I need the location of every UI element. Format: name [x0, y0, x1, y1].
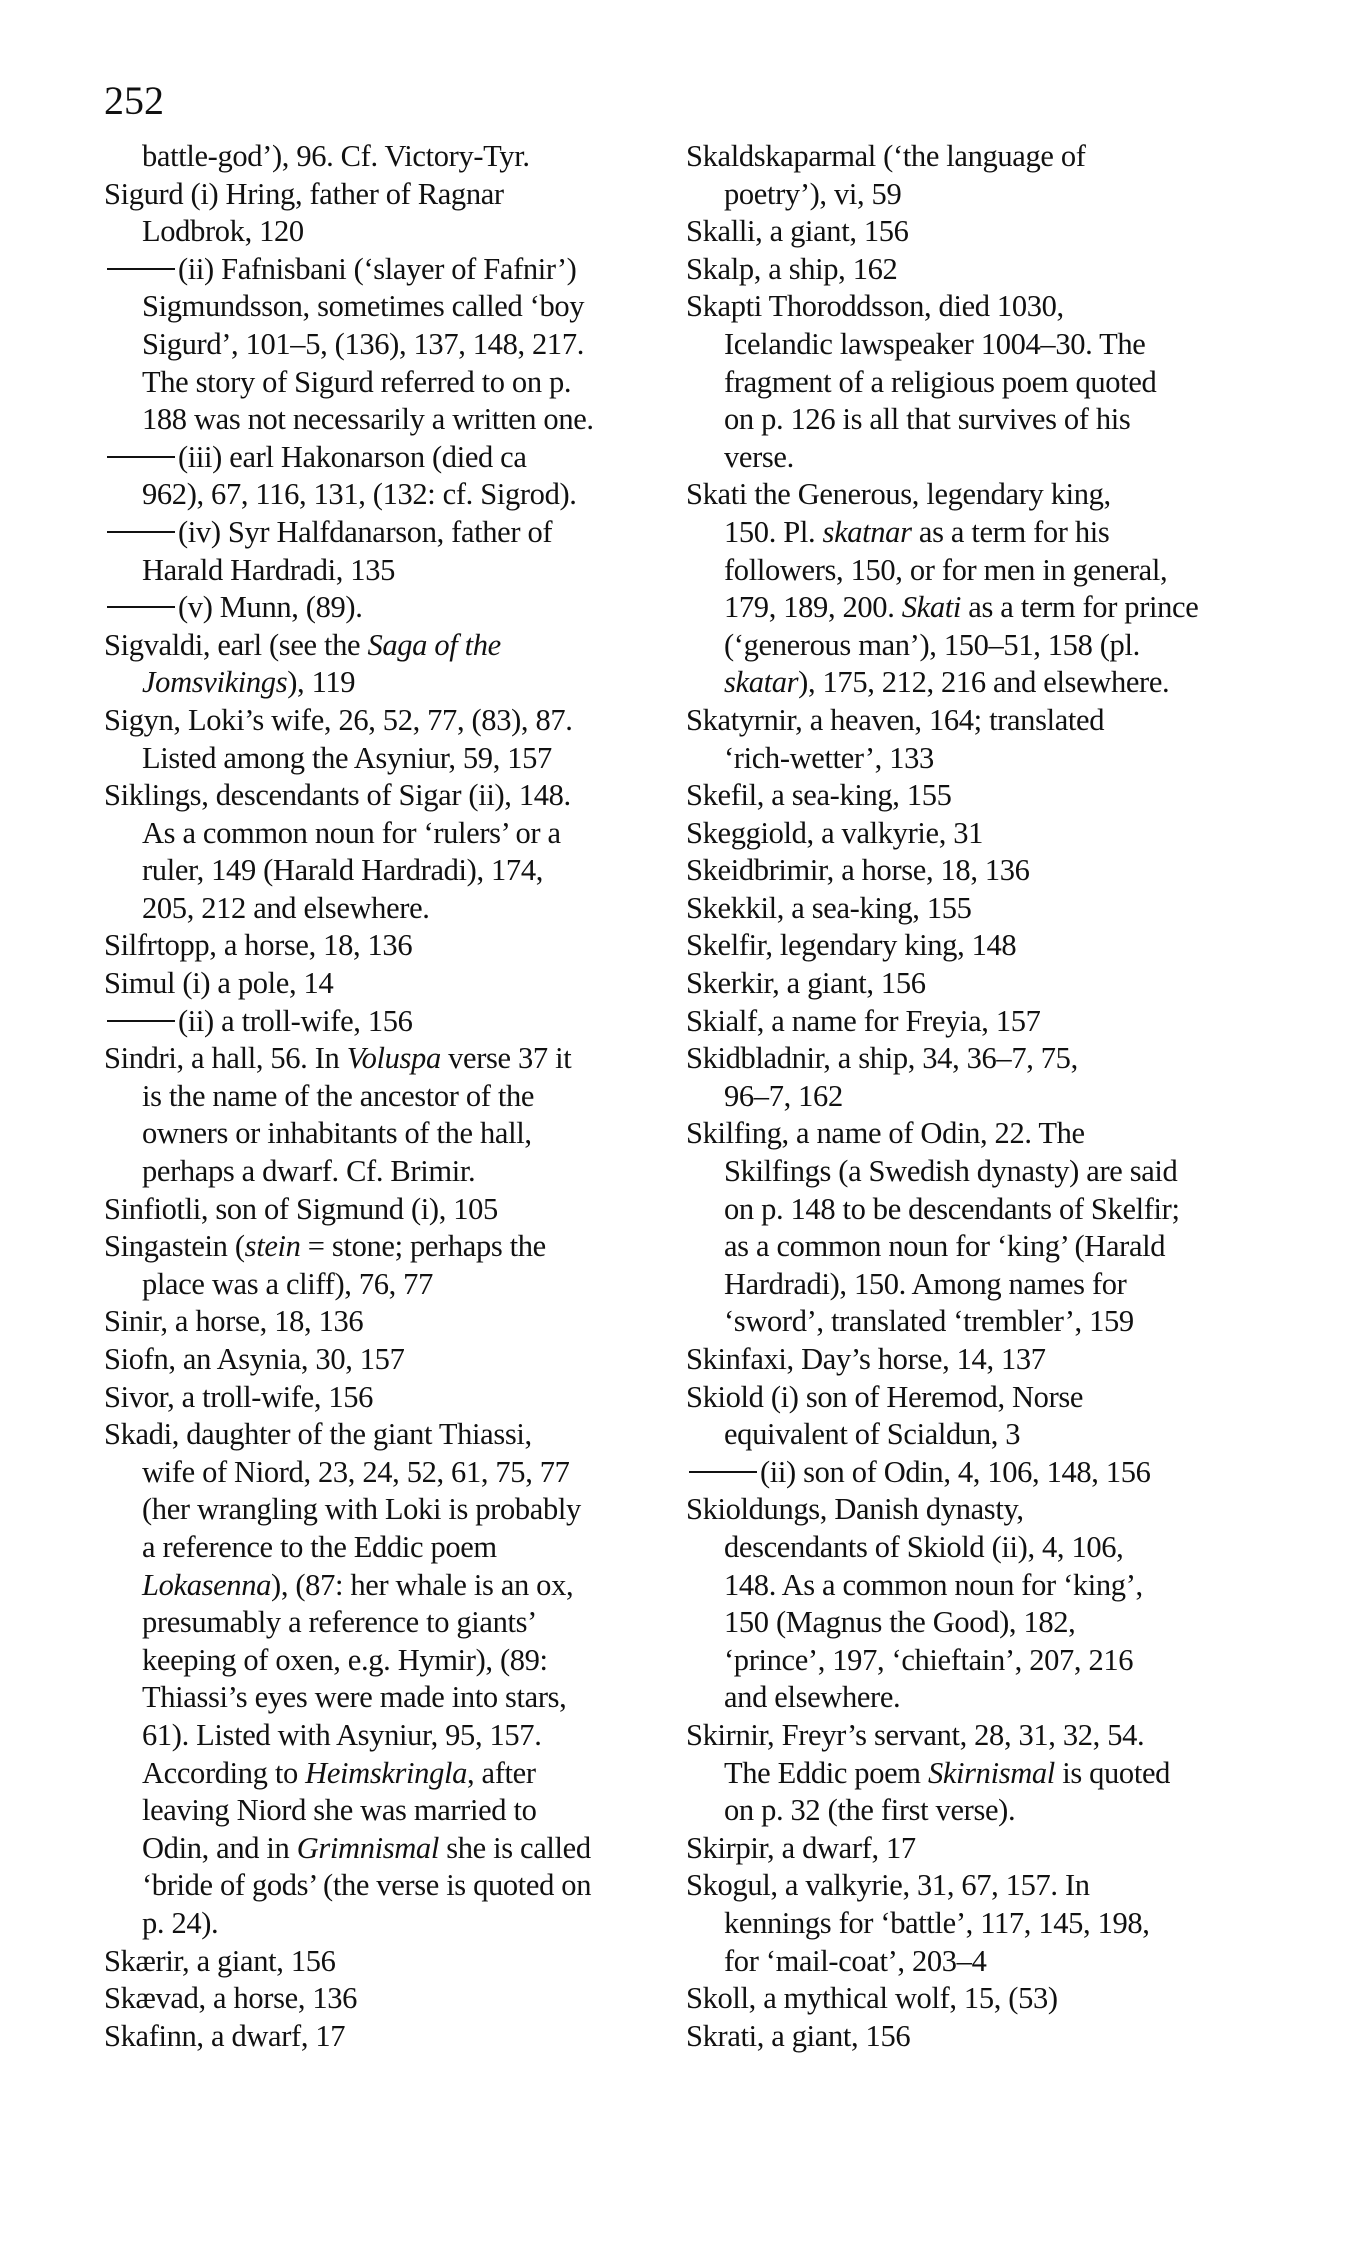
index-entry-continuation	[686, 1416, 1326, 1454]
index-entry-continuation	[104, 1717, 664, 1755]
index-entry	[104, 1943, 664, 1981]
entry-text: kennings for ‘battle’, 117, 145, 198,	[724, 1905, 1150, 1940]
entry-text: ‘sword’, translated ‘trembler’, 159	[724, 1304, 1134, 1339]
entry-text: Sindri, a hall, 56. In	[104, 1041, 347, 1076]
entry-text: Listed among the Asyniur, 59, 157	[142, 740, 552, 775]
index-entry-continuation	[686, 1153, 1326, 1191]
index-entry-continuation	[104, 740, 664, 778]
index-entry-continuation	[686, 401, 1326, 439]
index-column-right	[686, 138, 1326, 2055]
index-entry-continuation	[104, 1153, 664, 1191]
entry-text: (iii) earl Hakonarson (died ca	[178, 439, 527, 474]
entry-text: Skaldskaparmal (‘the language of	[686, 139, 1086, 173]
entry-text: 150 (Magnus the Good), 182,	[724, 1605, 1076, 1640]
index-entry	[104, 1416, 664, 1454]
entry-text: Skævad, a horse, 136	[104, 1981, 358, 2016]
entry-text: Skatyrnir, a heaven, 164; translated	[686, 702, 1105, 737]
entry-text: Skalp, a ship, 162	[686, 251, 898, 286]
entry-text: 96–7, 162	[724, 1078, 843, 1113]
repeat-dash	[107, 268, 175, 270]
entry-text: Hardradi), 150. Among names for	[724, 1266, 1127, 1301]
entry-text: ), (87: her whale is an ox,	[271, 1567, 574, 1602]
index-entry-continuation	[104, 1905, 664, 1943]
entry-text: Sinfiotli, son of Sigmund (i), 105	[104, 1191, 498, 1226]
entry-text: Skafinn, a dwarf, 17	[104, 2018, 346, 2053]
italic-text: Grimnismal	[296, 1830, 439, 1865]
entry-text: The Eddic poem	[724, 1755, 928, 1790]
italic-text: Skirnismal	[927, 1755, 1055, 1790]
index-entry-continuation	[104, 1454, 664, 1492]
entry-text: Thiassi’s eyes were made into stars,	[142, 1680, 567, 1715]
index-entry	[686, 1040, 1326, 1078]
entry-text: Skalli, a giant, 156	[686, 214, 909, 249]
index-entry	[104, 1341, 664, 1379]
index-entry-continuation	[686, 326, 1326, 364]
entry-text: Singastein (	[104, 1229, 245, 1264]
entry-text: poetry’), vi, 59	[724, 176, 902, 211]
index-entry-continuation	[686, 552, 1326, 590]
index-entry	[686, 815, 1326, 853]
entry-text: descendants of Skiold (ii), 4, 106,	[724, 1529, 1124, 1564]
index-entry	[104, 927, 664, 965]
entry-text: , after	[467, 1755, 536, 1790]
entry-text: for ‘mail-coat’, 203–4	[724, 1943, 987, 1978]
index-entry	[686, 138, 1326, 176]
entry-text: and elsewhere.	[724, 1680, 901, 1715]
entry-text: battle-god’), 96. Cf. Victory-Tyr.	[142, 139, 530, 173]
index-entry-continuation	[686, 1642, 1326, 1680]
repeat-dash	[107, 456, 175, 458]
entry-text: (her wrangling with Loki is probably	[142, 1492, 581, 1527]
italic-text: Lokasenna	[142, 1567, 272, 1602]
entry-text: (iv) Syr Halfdanarson, father of	[178, 514, 553, 549]
entry-text: (ii) son of Odin, 4, 106, 148, 156	[760, 1454, 1151, 1489]
entry-text: Skilfing, a name of Odin, 22. The	[686, 1116, 1085, 1151]
index-entry	[104, 1040, 664, 1078]
entry-text: (ii) a troll-wife, 156	[178, 1003, 413, 1038]
entry-text: (v) Munn, (89).	[178, 590, 363, 625]
entry-text: verse 37 it	[440, 1041, 572, 1076]
index-entry	[104, 1980, 664, 2018]
entry-text: Sigmundsson, sometimes called ‘boy	[142, 289, 585, 324]
italic-text: Heimskringla	[305, 1755, 467, 1790]
entry-text: on p. 126 is all that survives of his	[724, 402, 1131, 437]
index-entry-continuation	[686, 1792, 1326, 1830]
index-entry-continuation	[104, 1266, 664, 1304]
entry-text: Lodbrok, 120	[142, 214, 304, 249]
entry-text: Odin, and in	[142, 1830, 297, 1865]
italic-text: skatnar	[822, 514, 912, 549]
entry-text: Skilfings (a Swedish dynasty) are said	[724, 1154, 1178, 1189]
entry-text: Skadi, daughter of the giant Thiassi,	[104, 1417, 532, 1452]
index-entry-continuation	[104, 1679, 664, 1717]
index-entry	[686, 288, 1326, 326]
index-entry-continuation	[104, 664, 664, 702]
repeat-dash	[107, 531, 175, 533]
index-entry-continuation	[104, 1078, 664, 1116]
repeat-dash	[107, 1020, 175, 1022]
entry-text: 188 was not necessarily a written one.	[142, 402, 594, 437]
index-entry-continuation	[686, 1905, 1326, 1943]
entry-text: presumably a reference to giants’	[142, 1605, 537, 1640]
index-entry-continuation	[104, 815, 664, 853]
entry-text: Skoll, a mythical wolf, 15, (53)	[686, 1981, 1058, 2016]
index-entry-continuation	[686, 1755, 1326, 1793]
index-entry-continuation	[686, 364, 1326, 402]
index-entry-continuation	[686, 514, 1326, 552]
index-entry-continuation	[104, 1604, 664, 1642]
entry-text: According to	[142, 1755, 306, 1790]
index-subentry	[104, 514, 664, 552]
index-entry-continuation	[686, 1679, 1326, 1717]
index-entry	[104, 1191, 664, 1229]
entry-text: keeping of oxen, e.g. Hymir), (89:	[142, 1642, 548, 1677]
entry-text: 150. Pl.	[724, 514, 823, 549]
index-entry-continuation	[686, 1943, 1326, 1981]
repeat-dash	[689, 1471, 757, 1473]
index-entry	[104, 965, 664, 1003]
entry-text: Silfrtopp, a horse, 18, 136	[104, 928, 413, 963]
index-column-left	[104, 138, 664, 2055]
index-entry-continuation	[104, 852, 664, 890]
index-entry-continuation	[104, 401, 664, 439]
italic-text: Jomsvikings	[142, 665, 288, 700]
entry-text: verse.	[724, 439, 794, 474]
index-entry	[686, 1830, 1326, 1868]
entry-text: The story of Sigurd referred to on p.	[142, 364, 572, 399]
entry-text: ), 119	[287, 665, 356, 700]
index-entry	[104, 2018, 664, 2056]
index-entry	[104, 1228, 664, 1266]
repeat-dash	[107, 606, 175, 608]
index-entry-continuation	[104, 890, 664, 928]
entry-text: Skefil, a sea-king, 155	[686, 778, 952, 813]
index-entry-continuation	[104, 552, 664, 590]
index-entry-continuation	[686, 1191, 1326, 1229]
entry-text: Sivor, a troll-wife, 156	[104, 1379, 374, 1414]
entry-text: Skeggiold, a valkyrie, 31	[686, 815, 984, 850]
entry-text: Skogul, a valkyrie, 31, 67, 157. In	[686, 1868, 1090, 1903]
entry-text: as a common noun for ‘king’ (Harald	[724, 1229, 1166, 1264]
entry-text: Skidbladnir, a ship, 34, 36–7, 75,	[686, 1041, 1078, 1076]
italic-text: Voluspa	[346, 1041, 441, 1076]
index-subentry	[104, 439, 664, 477]
index-entry-continuation	[104, 1867, 664, 1905]
index-subentry	[104, 251, 664, 289]
entry-text: Skialf, a name for Freyia, 157	[686, 1003, 1041, 1038]
index-entry	[686, 1980, 1326, 2018]
index-entry-continuation	[104, 326, 664, 364]
entry-text: is quoted	[1054, 1755, 1171, 1790]
entry-text: place was a cliff), 76, 77	[142, 1266, 433, 1301]
index-entry-continuation	[104, 1755, 664, 1793]
index-subentry	[104, 589, 664, 627]
index-entry-continuation	[686, 1266, 1326, 1304]
index-entry-continuation	[104, 1529, 664, 1567]
index-entry	[104, 777, 664, 815]
entry-text: Sigyn, Loki’s wife, 26, 52, 77, (83), 87.	[104, 702, 573, 737]
index-entry-continuation	[104, 364, 664, 402]
italic-text: skatar	[724, 665, 799, 700]
entry-text: Skapti Thoroddsson, died 1030,	[686, 289, 1064, 324]
index-entry-continuation	[104, 1642, 664, 1680]
index-entry-continuation	[104, 1567, 664, 1605]
entry-text: as a term for prince	[961, 590, 1199, 625]
entry-text: Skiold (i) son of Heremod, Norse	[686, 1379, 1084, 1414]
entry-text: p. 24).	[142, 1905, 219, 1940]
entry-text: Icelandic lawspeaker 1004–30. The	[724, 326, 1146, 361]
entry-text: Simul (i) a pole, 14	[104, 966, 334, 1001]
entry-text: Sinir, a horse, 18, 136	[104, 1304, 364, 1339]
index-entry	[686, 965, 1326, 1003]
entry-text: Skirpir, a dwarf, 17	[686, 1830, 916, 1865]
index-entry-continuation	[686, 439, 1326, 477]
entry-text: a reference to the Eddic poem	[142, 1529, 497, 1564]
entry-text: Siofn, an Asynia, 30, 157	[104, 1342, 405, 1376]
entry-text: Harald Hardradi, 135	[142, 552, 395, 587]
index-entry	[104, 702, 664, 740]
entry-text: Skelfir, legendary king, 148	[686, 928, 1017, 963]
entry-text: perhaps a dwarf. Cf. Brimir.	[142, 1154, 476, 1189]
entry-text: Sigurd’, 101–5, (136), 137, 148, 217.	[142, 326, 584, 361]
entry-text: Sigurd (i) Hring, father of Ragnar	[104, 176, 504, 211]
italic-text: Saga of the	[367, 627, 501, 662]
index-entry-continuation	[104, 213, 664, 251]
index-entry	[686, 1003, 1326, 1041]
italic-text: stein	[244, 1229, 301, 1264]
entry-text: Skati the Generous, legendary king,	[686, 477, 1111, 512]
index-entry-continuation	[686, 1228, 1326, 1266]
italic-text: Skati	[901, 590, 962, 625]
entry-text: owners or inhabitants of the hall,	[142, 1116, 532, 1151]
entry-text: 148. As a common noun for ‘king’,	[724, 1567, 1143, 1602]
entry-text: as a term for his	[911, 514, 1110, 549]
entry-text: Skirnir, Freyr’s servant, 28, 31, 32, 54.	[686, 1717, 1145, 1752]
index-entry-continuation	[686, 176, 1326, 214]
index-entry	[104, 1379, 664, 1417]
index-entry	[686, 213, 1326, 251]
index-entry-continuation	[686, 1604, 1326, 1642]
entry-text: 962), 67, 116, 131, (132: cf. Sigrod).	[142, 477, 577, 512]
index-entry	[686, 1379, 1326, 1417]
entry-text: 179, 189, 200.	[724, 590, 902, 625]
index-entry-continuation	[686, 1303, 1326, 1341]
entry-text: Siklings, descendants of Sigar (ii), 148.	[104, 778, 571, 813]
index-entry-continuation	[104, 1491, 664, 1529]
entry-text: Skioldungs, Danish dynasty,	[686, 1492, 1024, 1527]
index-entry-continuation	[104, 1830, 664, 1868]
index-entry	[686, 1717, 1326, 1755]
entry-text: followers, 150, or for men in general,	[724, 552, 1168, 587]
entry-text: leaving Niord she was married to	[142, 1793, 537, 1828]
index-entry	[104, 627, 664, 665]
entry-text: on p. 148 to be descendants of Skelfir;	[724, 1191, 1180, 1226]
index-entry	[686, 1867, 1326, 1905]
entry-text: wife of Niord, 23, 24, 52, 61, 75, 77	[142, 1454, 570, 1489]
entry-text: she is called	[438, 1830, 591, 1865]
entry-text: on p. 32 (the first verse).	[724, 1793, 1016, 1828]
index-entry-continuation	[686, 664, 1326, 702]
index-entry	[686, 852, 1326, 890]
index-entry-continuation	[686, 1567, 1326, 1605]
entry-text: 205, 212 and elsewhere.	[142, 890, 430, 925]
entry-text: ‘bride of gods’ (the verse is quoted on	[142, 1868, 592, 1903]
index-entry-continuation	[686, 740, 1326, 778]
entry-text: Skinfaxi, Day’s horse, 14, 137	[686, 1342, 1046, 1376]
entry-text: = stone; perhaps the	[300, 1229, 546, 1264]
index-entry-continuation	[104, 288, 664, 326]
entry-text: Skerkir, a giant, 156	[686, 966, 926, 1001]
index-subentry	[686, 1454, 1326, 1492]
index-entry-continuation	[686, 589, 1326, 627]
index-subentry	[104, 1003, 664, 1041]
index-entry	[686, 890, 1326, 928]
index-entry	[686, 702, 1326, 740]
entry-text: Skekkil, a sea-king, 155	[686, 890, 972, 925]
entry-text: ), 175, 212, 216 and elsewhere.	[798, 665, 1170, 700]
entry-text: is the name of the ancestor of the	[142, 1078, 535, 1113]
index-entry	[686, 476, 1326, 514]
entry-text: fragment of a religious poem quoted	[724, 364, 1157, 399]
index-entry-continuation	[686, 627, 1326, 665]
index-entry	[686, 777, 1326, 815]
entry-text: Sigvaldi, earl (see the	[104, 627, 368, 662]
entry-text: As a common noun for ‘rulers’ or a	[142, 815, 561, 850]
index-entry	[686, 927, 1326, 965]
index-entry-continuation	[686, 1078, 1326, 1116]
index-entry	[686, 1491, 1326, 1529]
page-number: 252	[104, 78, 164, 123]
index-entry-continuation	[686, 1529, 1326, 1567]
index-entry-continuation	[104, 1792, 664, 1830]
index-entry	[686, 251, 1326, 289]
entry-text: ‘prince’, 197, ‘chieftain’, 207, 216	[724, 1642, 1134, 1677]
entry-text: equivalent of Scialdun, 3	[724, 1417, 1021, 1452]
entry-text: Skrati, a giant, 156	[686, 2018, 911, 2053]
entry-text: ruler, 149 (Harald Hardradi), 174,	[142, 853, 544, 888]
entry-text: ‘rich-wetter’, 133	[724, 740, 934, 775]
index-entry-continuation	[104, 1115, 664, 1153]
index-entry-continuation	[104, 138, 664, 176]
index-entry	[104, 176, 664, 214]
index-entry	[686, 2018, 1326, 2056]
index-entry-continuation	[104, 476, 664, 514]
index-entry	[686, 1341, 1326, 1379]
entry-text: 61). Listed with Asyniur, 95, 157.	[142, 1717, 542, 1752]
entry-text: Skeidbrimir, a horse, 18, 136	[686, 853, 1030, 888]
entry-text: (‘generous man’), 150–51, 158 (pl.	[724, 627, 1140, 662]
entry-text: (ii) Fafnisbani (‘slayer of Fafnir’)	[178, 251, 577, 286]
entry-text: Skærir, a giant, 156	[104, 1943, 336, 1978]
index-entry	[686, 1115, 1326, 1153]
index-entry	[104, 1303, 664, 1341]
